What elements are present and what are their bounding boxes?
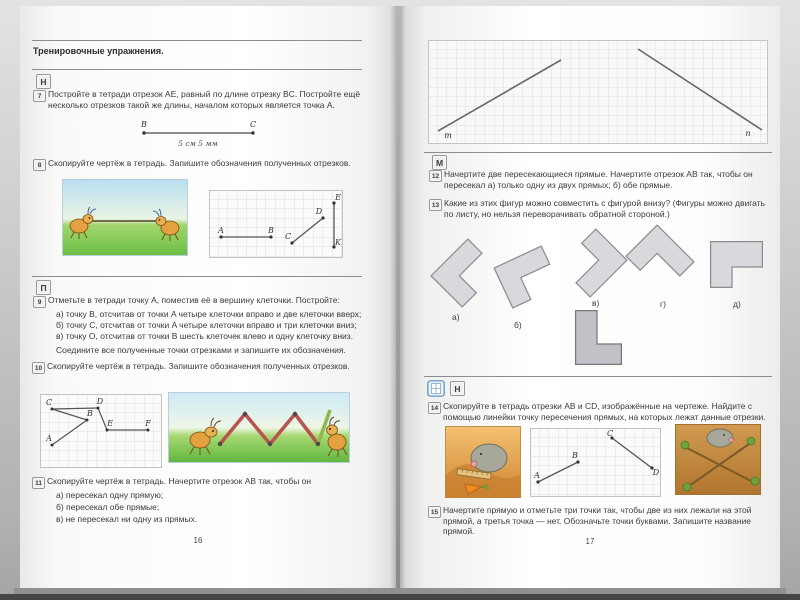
level-badge-n-right: Н	[450, 381, 465, 396]
exercise-text: Какие из этих фигур можно совместить с фигурой внизу? (Фигуры можно двигать по листу, но нельзя переворачивать обратной стороной.)	[444, 198, 766, 219]
exercise-item: б) точку C, отсчитав от точки A четыре клеточки вправо и три клеточки вниз;	[56, 320, 357, 330]
figure-shape-v	[560, 226, 626, 302]
point-label-b: B	[141, 120, 147, 129]
point-label-c: C	[45, 398, 53, 407]
exercise-number: 11	[32, 477, 45, 489]
exercise-text: Скопируйте чертёж в тетрадь. Запишите обозначения полученных отрезков.	[47, 361, 350, 371]
point-label-e: E	[335, 193, 341, 202]
exercise-text: Скопируйте в тетрадь отрезки AB и CD, изображённые на чертеже. Найдите с помощью линейки точку пересечения прямых, на которых лежат данные отрезки.	[443, 401, 766, 422]
exercise-number: 9	[33, 296, 46, 308]
figure-shape-reference	[575, 310, 623, 368]
point-label-e: E	[107, 419, 113, 428]
figure-shape-g	[628, 226, 692, 292]
mole-body	[471, 444, 507, 472]
page-number-right: 17	[585, 537, 595, 546]
point-label-b: B	[268, 226, 274, 235]
point-label-k: K	[335, 238, 341, 247]
shape-label-g: г)	[660, 299, 666, 309]
divider	[32, 276, 362, 277]
divider	[32, 69, 362, 70]
exercise-item: б) пересекал обе прямые;	[56, 502, 160, 512]
exercise-text: Начертите прямую и отметьте три точки так, чтобы две из них лежали на этой прямой, а третья точка — нет. Обозначьте точки буквами. Запишите название прямой.	[443, 505, 752, 537]
point-label-c: C	[284, 232, 292, 241]
figure-shape-a	[432, 234, 498, 312]
section-title: Тренировочные упражнения.	[33, 46, 164, 56]
point-label-f: F	[145, 419, 151, 428]
figure-segment-bc	[130, 117, 270, 151]
shape-label-a: а)	[452, 312, 460, 322]
segment-length-label: 5 см 5 мм	[178, 139, 218, 148]
figure-grid-segments-abcdef	[40, 394, 162, 468]
exercise-number: 13	[429, 199, 442, 211]
exercise-item: в) точку O, отсчитав от точки B шесть клеточек влево и одну клеточку вниз.	[56, 331, 354, 341]
point-label-c: C	[249, 120, 257, 129]
exercise-item: а) точку B, отсчитав от точки A четыре клеточки вправо и две клеточки вверх;	[56, 309, 362, 319]
figure-lines-m-n	[428, 40, 768, 144]
exercise-number: 7	[33, 90, 46, 102]
figure-shape-b	[496, 240, 558, 314]
shape-label-d: д)	[733, 299, 741, 309]
divider	[424, 152, 772, 153]
point-label-a: A	[534, 471, 540, 480]
exercise-text: Отметьте в тетради точку A, поместив её в вершину клеточки. Постройте:	[48, 295, 340, 305]
point-label-d: D	[652, 468, 660, 477]
exercise-text: Начертите две пересекающиеся прямые. Начертите отрезок AB так, чтобы он пересекал а) только одну из двух прямых; б) обе прямые.	[444, 169, 753, 190]
exercise-number: 14	[428, 402, 441, 414]
point-label-a: A	[218, 226, 224, 235]
shape-label-v: в)	[592, 298, 600, 308]
illustration-mole-paths	[675, 424, 761, 495]
mole-body	[707, 429, 733, 447]
illustration-ants-rope	[62, 179, 188, 256]
exercise-number: 8	[33, 159, 46, 171]
point-label-b: B	[87, 409, 93, 418]
exercise-number: 15	[428, 506, 441, 518]
exercise-item: а) пересекал одну прямую;	[56, 490, 164, 500]
point-label-a: A	[46, 434, 52, 443]
exercise-footer: Соедините все полученные точки отрезками и запишите их обозначения.	[56, 345, 346, 355]
point-label-d: D	[315, 207, 323, 216]
illustration-mole-ruler	[445, 426, 521, 498]
exercise-text: Постройте в тетради отрезок AE, равный по длине отрезку BC. Постройте ещё несколько отрезков такой же длины, началом которых является точка A.	[48, 89, 361, 110]
divider	[32, 40, 362, 41]
figure-grid-segments-ab-cd	[530, 428, 661, 497]
point-label-d: D	[96, 397, 104, 406]
exercise-number: 10	[32, 362, 45, 374]
point-label-b: B	[572, 451, 578, 460]
level-badge-p: П	[36, 280, 51, 295]
divider	[424, 376, 772, 377]
level-badge-n: Н	[36, 74, 51, 89]
figure-grid-segments-abcdek	[209, 190, 343, 258]
line-label-n: n	[745, 129, 751, 138]
exercise-text: Скопируйте чертёж в тетрадь. Запишите обозначения полученных отрезков.	[48, 158, 351, 168]
exercise-item: в) не пересекал ни одну из прямых.	[56, 514, 198, 524]
mole-nose	[471, 461, 477, 467]
figure-shape-d	[710, 241, 764, 289]
shape-label-b: б)	[514, 320, 522, 330]
background-bar	[0, 594, 800, 600]
book-spine	[390, 6, 406, 588]
illustration-ants-zigzag	[168, 392, 350, 463]
exercise-text: Скопируйте чертёж в тетрадь. Начертите отрезок AB так, чтобы он	[47, 476, 312, 486]
exercise-number: 12	[429, 170, 442, 182]
line-label-m: m	[444, 131, 452, 140]
page-number-left: 16	[193, 536, 203, 545]
level-badge-m: М	[432, 155, 447, 170]
point-label-c: C	[606, 429, 614, 438]
notebook-icon	[427, 380, 445, 397]
